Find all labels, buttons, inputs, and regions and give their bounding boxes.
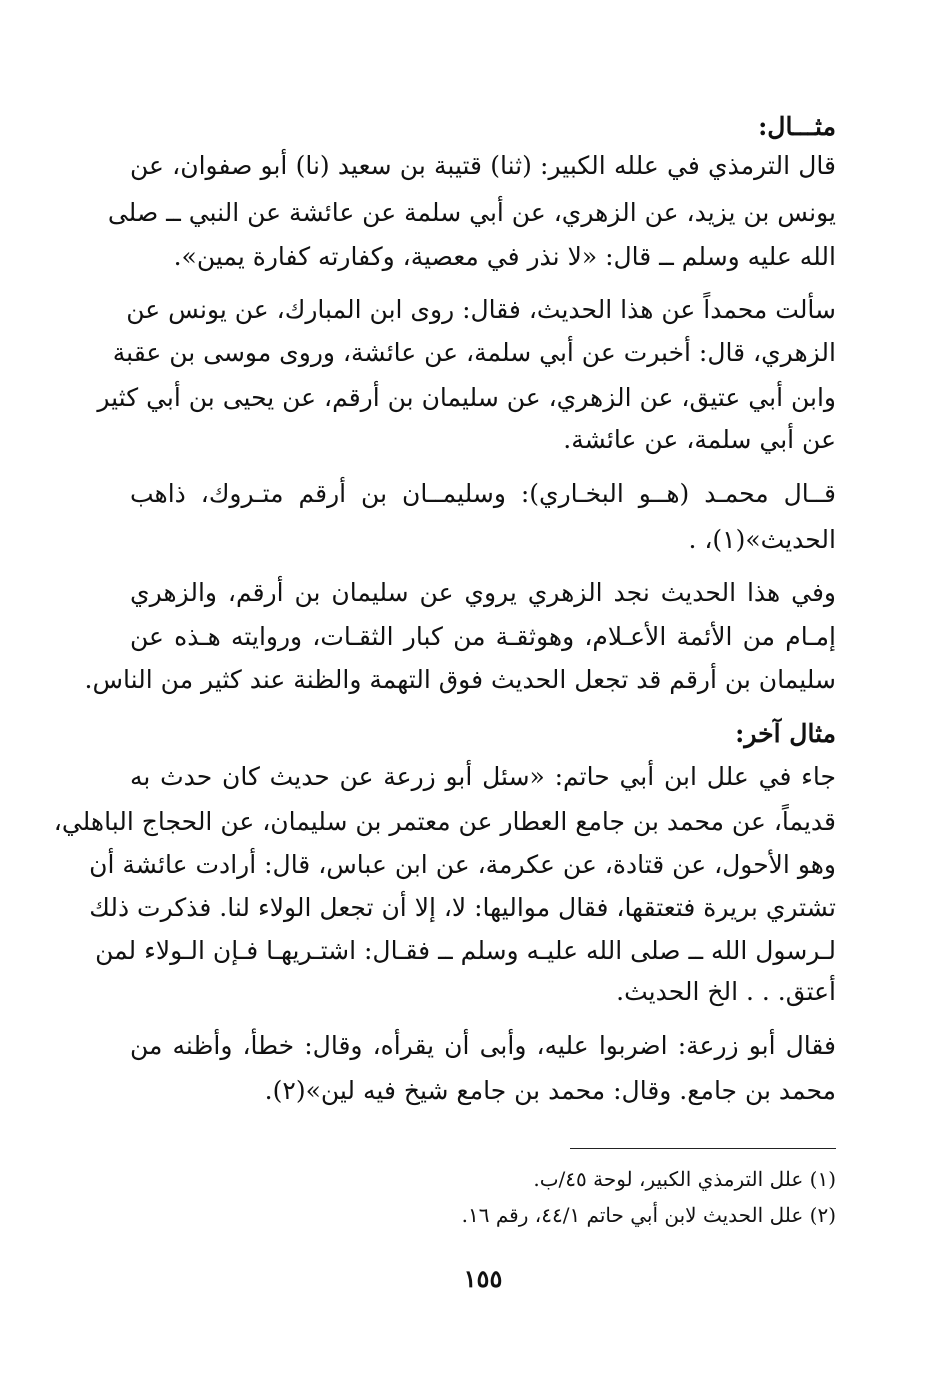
paragraph-line: الحديث»(١)، . [688,525,836,554]
page-number: ١٥٥ [463,1264,503,1293]
paragraph-line: تشتري بريرة فتعتقها، فقال مواليها: لا، إلا أن تجعل الولاء لنا. فذكرت ذلك [89,893,836,922]
footnote-separator [570,1148,836,1149]
paragraph-line: وهو الأحول، عن قتادة، عن عكرمة، عن ابن عباس، قال: أرادت عائشة أن [89,850,836,879]
footnote-1: (١) علل الترمذي الكبير، لوحة ٤٥/ب. [533,1167,836,1191]
footnote-2: (٢) علل الحديث لابن أبي حاتم ٤٤/١، رقم ١٦. [461,1203,836,1227]
paragraph-line: إمـام من الأئمة الأعـلام، وهوثقـة من كبار الثقـات، وروايته هـذه عن [130,622,836,651]
paragraph-line: محمد بن جامع. وقال: محمد بن جامع شيخ فيه لين»(٢). [264,1076,836,1105]
paragraph-line: أعتق. . . الخ الحديث. [616,977,836,1006]
paragraph-line: قــال محمـد (هــو البخـاري): وسليمــان بن أرقم متـروك، ذاهب [130,479,836,508]
paragraph-line: سألت محمداً عن هذا الحديث، فقال: روى ابن المبارك، عن يونس عن [126,295,836,324]
paragraph-line: يونس بن يزيد، عن الزهري، عن أبي سلمة عن عائشة عن النبي ــ صلى [107,198,836,227]
paragraph-line: الله عليه وسلم ــ قال: «لا نذر في معصية، وكفارته كفارة يمين». [173,242,836,271]
paragraph-line: فقال أبو زرعة: اضربوا عليه، وأبى أن يقرأه، وقال: خطأ، وأظنه من [130,1031,836,1060]
paragraph-line: جاء في علل ابن أبي حاتم: «سئل أبو زرعة عن حديث كان حدث به [130,762,836,791]
paragraph-line: عن أبي سلمة، عن عائشة. [563,425,836,454]
paragraph-line: وابن أبي عتيق، عن الزهري، عن سليمان بن أرقم، عن يحيى بن أبي كثير [97,383,836,412]
paragraph-line: قال الترمذي في علله الكبير: (ثنا) قتيبة بن سعيد (نا) أبو صفوان، عن [130,151,836,180]
example-heading: مثـــال: [758,112,836,141]
other-example-heading: مثال آخر: [735,719,836,748]
paragraph-line: سليمان بن أرقم قد تجعل الحديث فوق التهمة والظنة عند كثير من الناس. [84,665,836,694]
book-page [53,0,836,1394]
paragraph-line: وفي هذا الحديث نجد الزهري يروي عن سليمان بن أرقم، والزهري [130,578,836,607]
paragraph-line: الزهري، قال: أخبرت عن أبي سلمة، عن عائشة، وروى موسى بن عقبة [112,338,836,367]
paragraph-line: قديماً، عن محمد بن جامع العطار عن معتمر بن سليمان، عن الحجاج الباهلي، [53,807,836,836]
paragraph-line: لـرسول الله ــ صلى الله عليـه وسلم ــ فقـال: اشتـريهـا فـإن الـولاء لمن [95,936,836,965]
